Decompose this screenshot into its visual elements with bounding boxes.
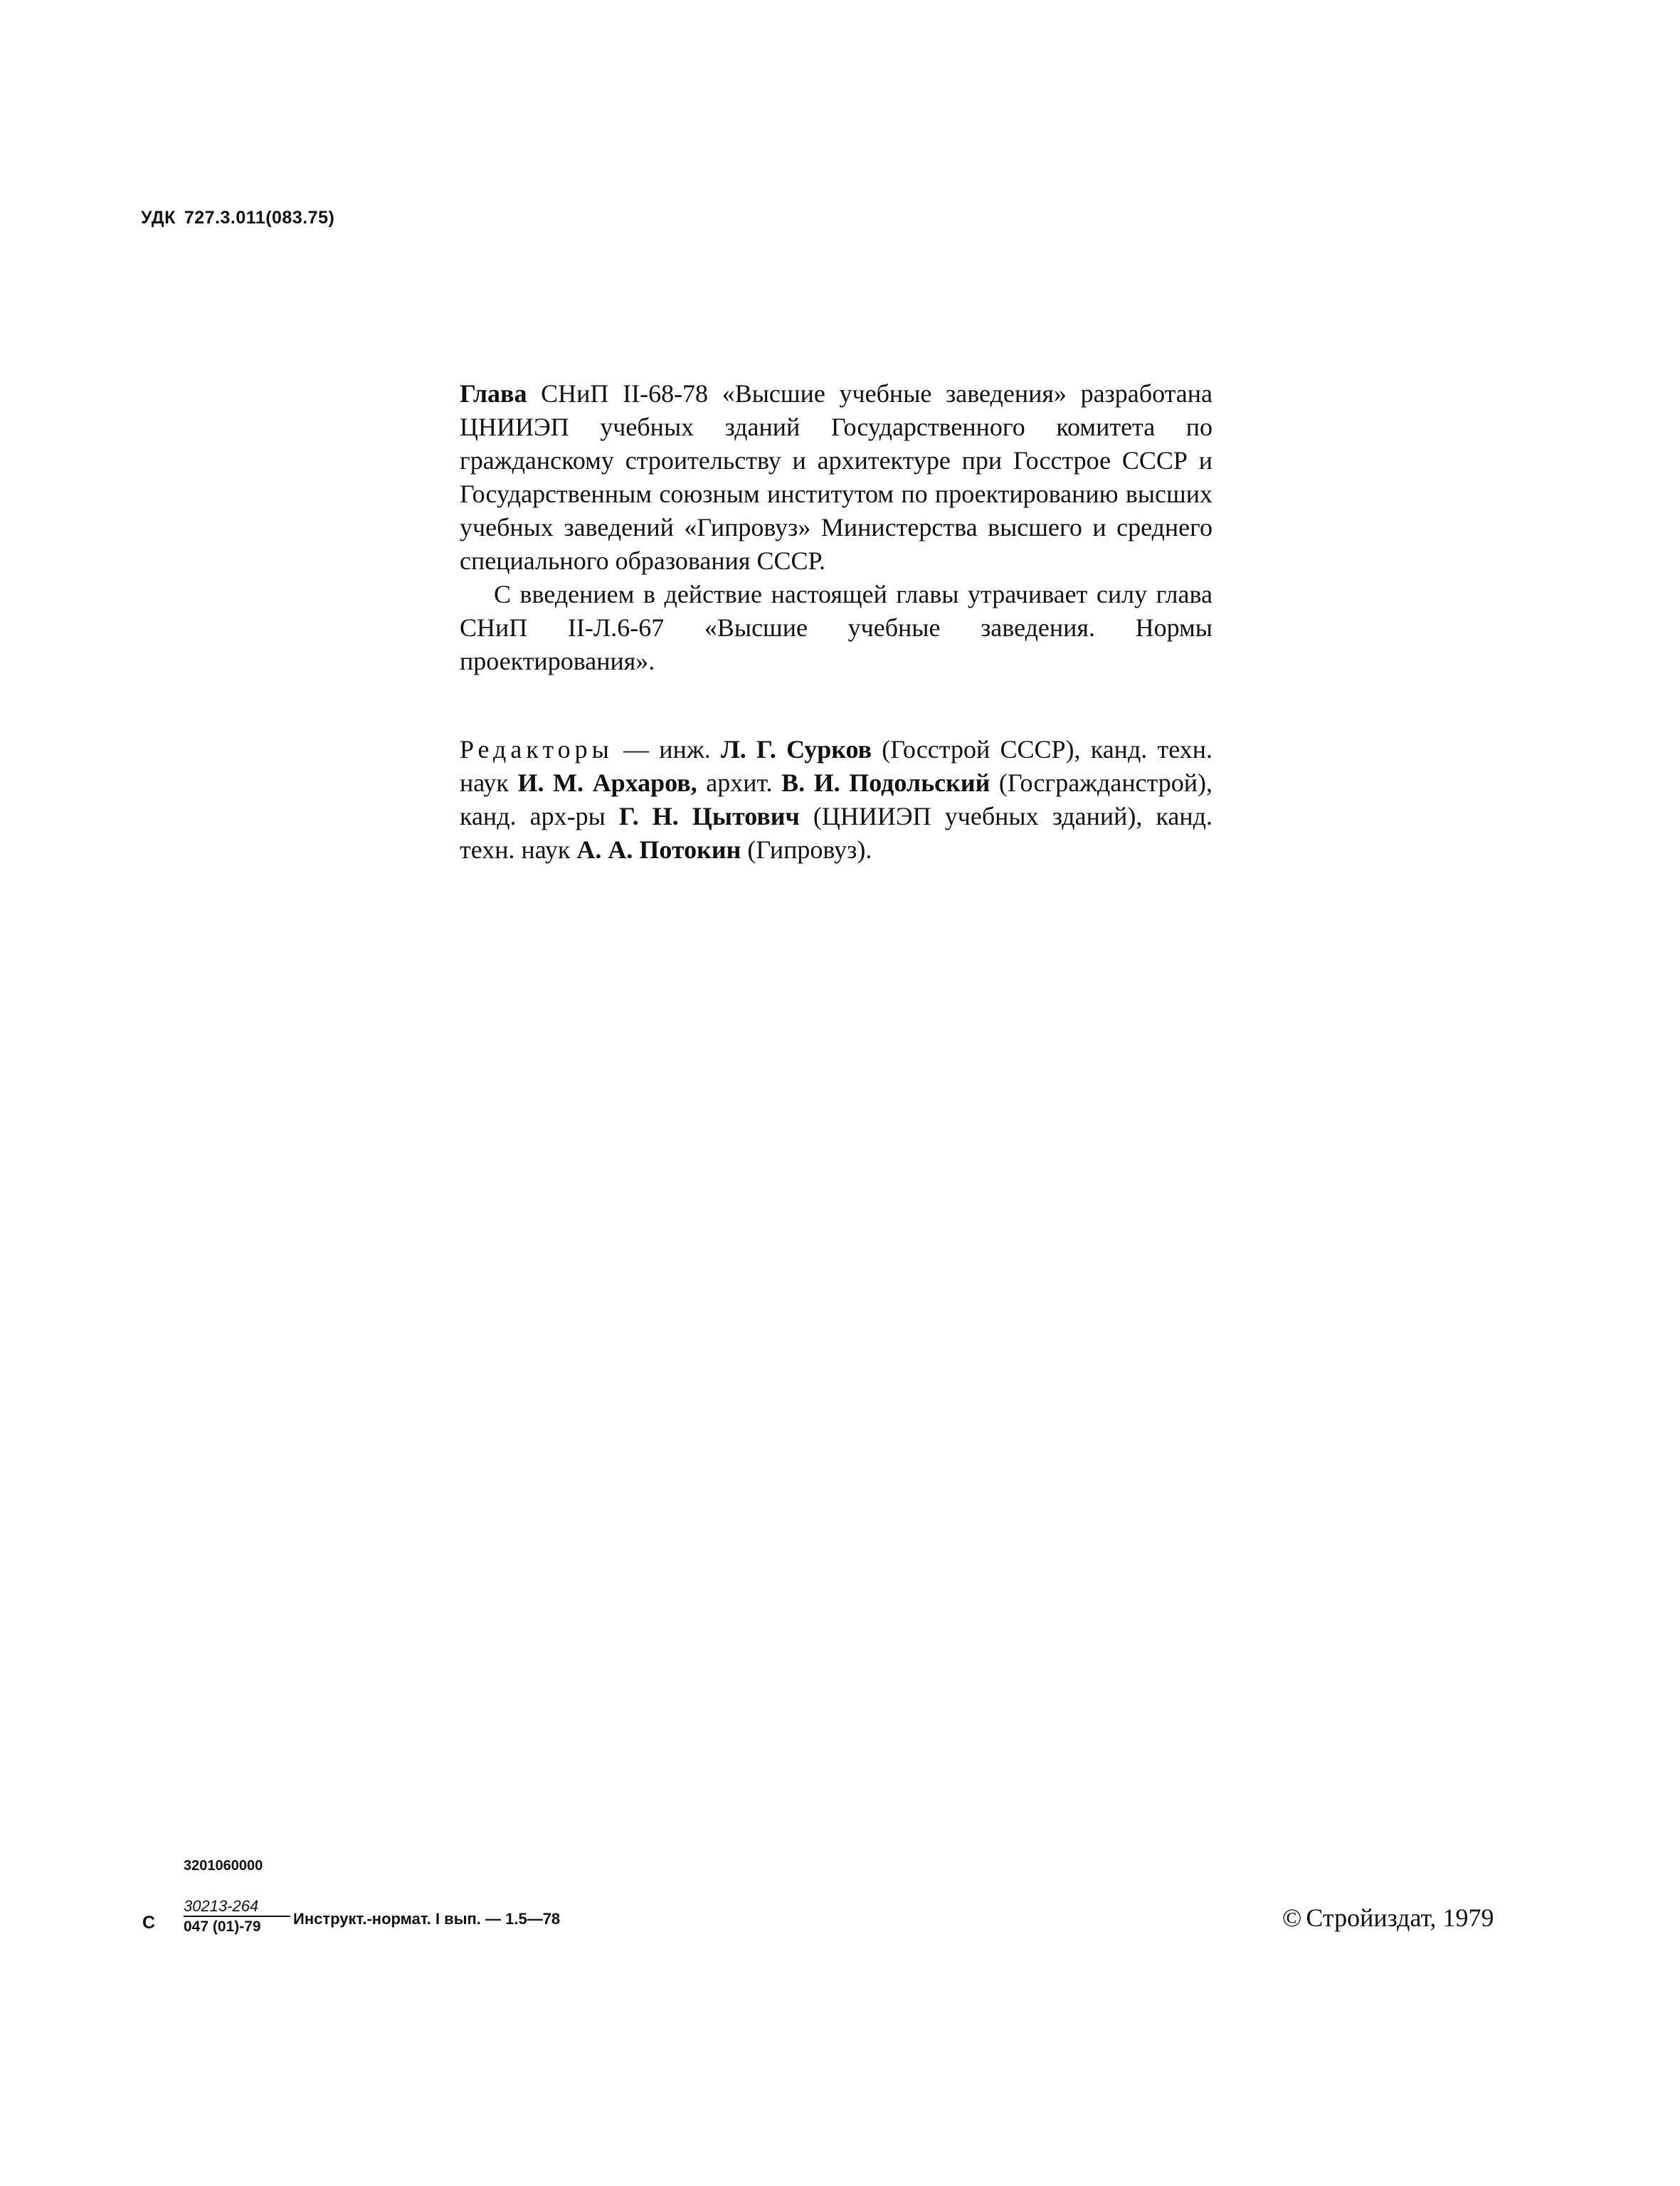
editors-label: Редакторы xyxy=(460,735,613,764)
udk-code: 727.3.011(083.75) xyxy=(184,208,335,228)
editors-text-6: (Гипровуз). xyxy=(741,835,872,864)
imprint-denominator: 047 (01)-79 xyxy=(184,1918,261,1935)
editor-name-3: В. И. Подольский xyxy=(781,769,990,797)
udk-label: УДК xyxy=(141,208,176,228)
editor-name-4: Г. Н. Цытович xyxy=(618,802,800,830)
editors-text-2: (Госстрой СССР), канд. техн. наук xyxy=(460,735,1213,797)
editors-block xyxy=(460,733,1213,867)
intro-lead: Глава xyxy=(460,379,527,408)
copyright-icon: © xyxy=(1282,1903,1302,1932)
intro-paragraph-1 xyxy=(460,377,1213,578)
imprint-numerator: 30213-264 xyxy=(184,1897,259,1915)
intro-block xyxy=(460,377,1213,678)
copyright-text: Стройиздат, 1979 xyxy=(1306,1903,1494,1932)
editors-text-3: архит. xyxy=(697,769,782,797)
editor-name-2: И. М. Архаров, xyxy=(517,769,697,797)
editor-name-1: Л. Г. Сурков xyxy=(720,735,872,764)
copyright-line xyxy=(1282,1903,1494,1933)
editors-text-4: (Госгражданстрой), канд. арх-ры xyxy=(460,769,1213,830)
intro-paragraph-2: С введением в действие настоящей главы утрачивает силу глава СНиП II-Л.6-67 «Высшие учебные заведения. Нормы проектирования». xyxy=(460,580,1213,675)
editors-text-5: (ЦНИИЭП учебных зданий), канд. техн. наук xyxy=(460,802,1213,864)
udk-classification xyxy=(141,208,334,228)
imprint-series: Инструкт.-нормат. I вып. — 1.5—78 xyxy=(293,1910,561,1928)
editors-text-1: — инж. xyxy=(613,735,721,764)
editor-name-5: А. А. Потокин xyxy=(576,835,741,864)
editors-paragraph xyxy=(460,733,1213,867)
imprint-fraction xyxy=(184,1897,290,1937)
publication-code: 3201060000 xyxy=(184,1858,263,1874)
intro-paragraph-1-text: СНиП II-68-78 «Высшие учебные заведения» разработана ЦНИИЭП учебных зданий Государственного комитета по гражданскому строительству и архитектуре при Госстрое СССР и Государственным союзным институтом по проектированию высших учебных заведений «Гипровуз» Министерства высшего и среднего специального образования СССР. xyxy=(460,379,1213,575)
imprint-letter: С xyxy=(142,1913,156,1933)
